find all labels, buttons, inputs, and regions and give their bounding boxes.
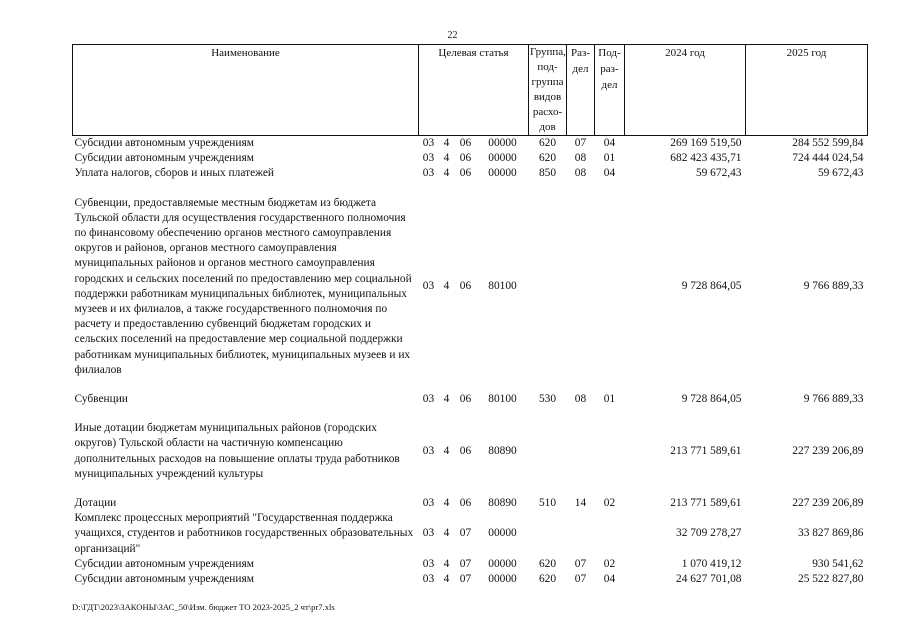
section-code: 08 [574, 393, 587, 406]
code-part-1: 03 [422, 152, 435, 165]
header-subsection [595, 45, 625, 136]
subsection-code [595, 511, 625, 557]
code-part-3: 07 [459, 573, 472, 586]
code-part-1: 03 [422, 280, 435, 293]
code-part-3: 06 [459, 152, 472, 165]
header-2025: 2025 год [746, 45, 868, 136]
row-name: Субсидии автономным учреждениям [74, 573, 254, 586]
code-part-4: 00000 [488, 152, 517, 165]
row-name: Субвенции [74, 393, 128, 406]
section-code [567, 421, 595, 482]
amount-2024: 213 771 589,61 [670, 497, 742, 510]
header-row [73, 45, 868, 136]
subsection-code [595, 196, 625, 378]
group-code [529, 421, 567, 482]
code-part-4: 80890 [488, 445, 517, 458]
section-code: 07 [574, 137, 587, 149]
spacer-cell [73, 407, 868, 421]
code-part-1: 03 [422, 557, 435, 570]
section-code: 07 [574, 573, 587, 586]
table-row [73, 392, 868, 407]
code-part-2: 4 [443, 445, 450, 458]
code-part-1: 03 [422, 497, 435, 510]
code-part-3: 06 [459, 280, 472, 293]
code-part-1: 03 [422, 167, 435, 180]
row-name: Субсидии автономным учреждениям [74, 557, 254, 570]
spacer-cell [73, 182, 868, 196]
amount-2025: 9 766 889,33 [803, 280, 864, 293]
amount-2024: 24 627 701,08 [676, 573, 742, 586]
amount-2025: 284 552 599,84 [792, 137, 864, 149]
code-part-2: 4 [443, 573, 450, 586]
table-row [73, 136, 868, 152]
spacer-cell [73, 482, 868, 496]
row-spacer [73, 182, 868, 196]
amount-2024: 269 169 519,50 [670, 137, 742, 149]
header-section [567, 45, 595, 136]
row-spacer [73, 482, 868, 496]
subsection-code: 04 [603, 167, 616, 180]
header-name: Наименование [73, 45, 419, 136]
row-name: Субсидии автономным учреждениям [74, 152, 254, 165]
subsection-code: 02 [603, 497, 616, 510]
page-number: 22 [447, 30, 458, 41]
code-part-1: 03 [422, 573, 435, 586]
section-code: 08 [574, 167, 587, 180]
group-code [529, 196, 567, 378]
group-code: 620 [538, 573, 557, 586]
code-part-3: 06 [459, 497, 472, 510]
code-part-4: 00000 [488, 573, 517, 586]
header-subsection-text: Под-раз-дел [598, 47, 621, 91]
file-path-footer: D:\ГДТ\2023\ЗАКОНЫ\ЗАС_50\Изм. бюджет ТО 2023-2025_2 чт\pr7.xls [72, 602, 335, 612]
amount-2024: 9 728 864,05 [681, 280, 742, 293]
table-row [73, 196, 868, 378]
subsection-code: 04 [603, 137, 616, 149]
section-code [567, 196, 595, 378]
code-part-4: 00000 [488, 137, 517, 149]
section-code: 08 [574, 152, 587, 165]
header-target: Целевая статья [419, 45, 529, 136]
group-code: 510 [538, 497, 557, 510]
subsection-code [595, 421, 625, 482]
header-2024: 2024 год [625, 45, 746, 136]
code-part-1: 03 [422, 527, 435, 540]
amount-2024: 9 728 864,05 [681, 393, 742, 406]
table-row [73, 572, 868, 587]
code-part-2: 4 [443, 137, 450, 149]
group-code [529, 511, 567, 557]
subsection-code: 04 [603, 573, 616, 586]
amount-2024: 59 672,43 [695, 167, 742, 180]
code-part-4: 80100 [488, 393, 517, 406]
table-row [73, 151, 868, 166]
section-code: 14 [574, 497, 587, 510]
code-part-2: 4 [443, 527, 450, 540]
code-part-2: 4 [443, 167, 450, 180]
spacer-cell [73, 378, 868, 392]
code-part-4: 80890 [488, 497, 517, 510]
budget-table [72, 44, 868, 587]
row-name: Субвенции, предоставляемые местным бюджетам из бюджета Тульской области для осуществления государственного полномочия по финансовому обеспечению органов местного самоуправления округов и районов, органов местного самоуправления муниципальных районов и органов местного самоуправления городских и сельских поселений по предоставлению мер социальной поддержки работникам муниципальных библиотек, муниципальных музеев и их филиалов, а также государственного полномочия по расчету и предоставлению субвенций бюджетам городских и сельских поселений на предоставление мер социальной поддержки работникам муниципальных библиотек, муниципальных музеев и их филиалов [74, 196, 412, 376]
amount-2025: 724 444 024,54 [792, 152, 864, 165]
table-row [73, 421, 868, 482]
table-row [73, 166, 868, 181]
group-code: 530 [538, 393, 557, 406]
code-part-4: 00000 [488, 167, 517, 180]
group-code: 850 [538, 167, 557, 180]
amount-2024: 32 709 278,27 [676, 527, 742, 540]
table-row [73, 557, 868, 572]
code-part-2: 4 [443, 393, 450, 406]
code-part-3: 06 [459, 445, 472, 458]
header-group-text: Группа, под-группа видов расхо-дов [530, 46, 566, 133]
code-part-3: 06 [459, 137, 472, 149]
code-part-3: 06 [459, 393, 472, 406]
row-name: Уплата налогов, сборов и иных платежей [74, 167, 274, 180]
amount-2024: 1 070 419,12 [681, 557, 742, 570]
table-row [73, 511, 868, 557]
amount-2025: 930 541,62 [812, 557, 864, 570]
group-code: 620 [538, 137, 557, 149]
code-part-2: 4 [443, 557, 450, 570]
section-code: 07 [574, 557, 587, 570]
code-part-1: 03 [422, 137, 435, 149]
amount-2025: 227 239 206,89 [792, 497, 864, 510]
row-name: Комплекс процессных мероприятий "Государственная поддержка учащихся, студентов и работников государственных образовательных организаций" [74, 512, 414, 555]
amount-2025: 25 522 827,80 [798, 573, 864, 586]
code-part-2: 4 [443, 152, 450, 165]
amount-2024: 213 771 589,61 [670, 445, 742, 458]
amount-2025: 227 239 206,89 [792, 445, 864, 458]
row-name: Иные дотации бюджетам муниципальных районов (городских округов) Тульской области на частичную компенсацию дополнительных расходов на повышение оплаты труда работников муниципальных учреждений культуры [74, 422, 400, 480]
subsection-code: 01 [603, 152, 616, 165]
code-part-2: 4 [443, 497, 450, 510]
row-name: Дотации [74, 497, 117, 510]
group-code: 620 [538, 557, 557, 570]
group-code: 620 [538, 152, 557, 165]
row-name: Субсидии автономным учреждениям [74, 137, 254, 149]
header-section-text: Раз-дел [570, 47, 590, 75]
table-row [73, 496, 868, 511]
subsection-code: 01 [603, 393, 616, 406]
code-part-3: 07 [459, 527, 472, 540]
section-code [567, 511, 595, 557]
code-part-3: 07 [459, 557, 472, 570]
code-part-3: 06 [459, 167, 472, 180]
amount-2024: 682 423 435,71 [670, 152, 742, 165]
subsection-code: 02 [603, 557, 616, 570]
row-spacer [73, 378, 868, 392]
amount-2025: 9 766 889,33 [803, 393, 864, 406]
code-part-4: 80100 [488, 280, 517, 293]
header-group [529, 45, 567, 136]
code-part-2: 4 [443, 280, 450, 293]
row-spacer [73, 407, 868, 421]
amount-2025: 59 672,43 [817, 167, 864, 180]
code-part-4: 00000 [488, 527, 517, 540]
code-part-1: 03 [422, 393, 435, 406]
amount-2025: 33 827 869,86 [798, 527, 864, 540]
code-part-1: 03 [422, 445, 435, 458]
code-part-4: 00000 [488, 557, 517, 570]
